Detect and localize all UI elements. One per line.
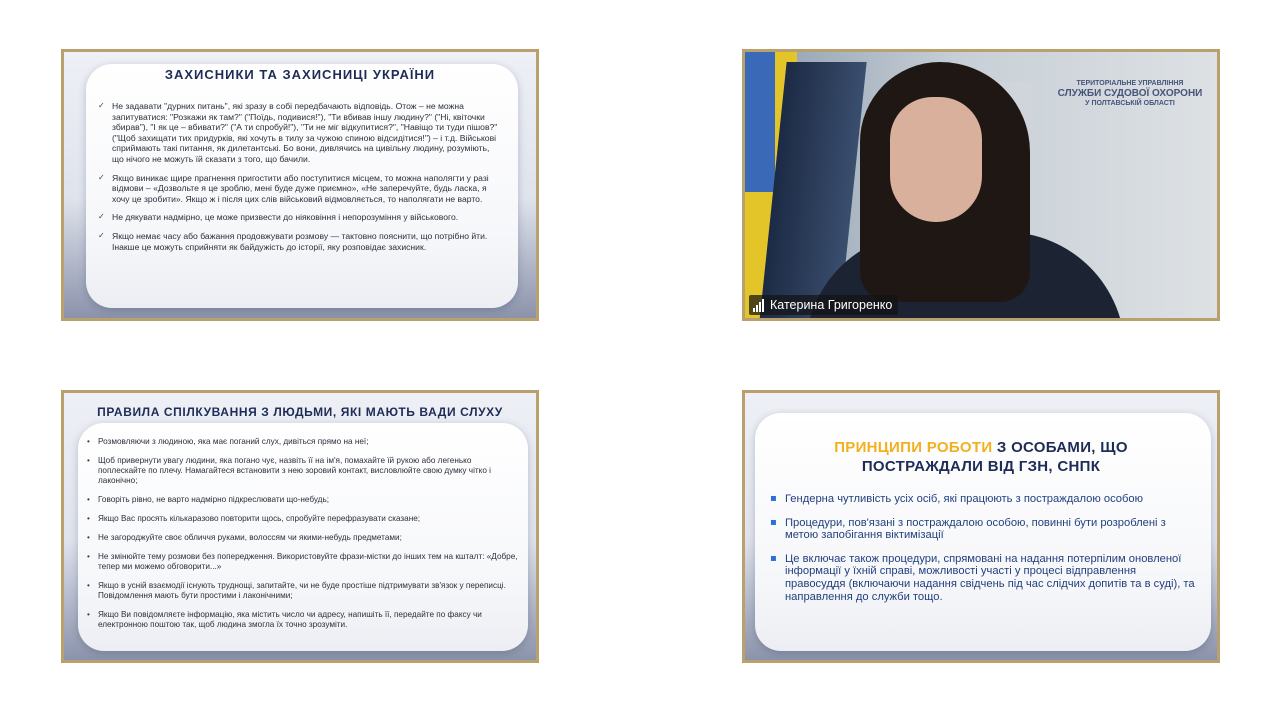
sign-line: У ПОЛТАВСЬКІЙ ОБЛАСТІ — [1085, 100, 1175, 107]
slide-title: ПРАВИЛА СПІЛКУВАННЯ З ЛЮДЬМИ, ЯКІ МАЮТЬ ВАДИ СЛУХУ — [97, 405, 503, 419]
list-item: • Якщо Вас просять кількаразово повторити щось, спробуйте перефразувати сказане; — [86, 514, 518, 524]
shared-slide-tile-principles[interactable] — [742, 390, 1220, 663]
participant-name-label — [749, 295, 898, 315]
flag-blue — [745, 52, 775, 192]
list-item: • Щоб привернути увагу людини, яка погано чує, назвіть її на ім'я, помахайте їй рукою або легенько поплескайте по плечу. Намагайтеся встановити з нею зоровий контакт, висловлюйте свою думку чітко і лаконічно; — [86, 456, 518, 486]
wall-sign — [1045, 80, 1215, 107]
list-item: • Не змінюйте тему розмови без попередження. Використовуйте фрази-містки до інших тем на кшталт: «Добре, тепер ми можемо обговорити...» — [86, 552, 518, 572]
sign-line: ТЕРИТОРІАЛЬНЕ УПРАВЛІННЯ — [1076, 80, 1184, 87]
shared-slide-tile-defenders[interactable] — [61, 49, 539, 321]
list-item: • Говоріть рівно, не варто надмірно підкреслювати що-небудь; — [86, 495, 518, 505]
participant-video-tile[interactable] — [742, 49, 1220, 321]
list-item: ▪ Це включає також процедури, спрямовані на надання потерпілим оновленої інформації у їхній справі, можливості участі у процесі відправлення правосуддя (включаючи надання свідчень під час слідчих допитів та в суді), та направлення до служби тощо. — [770, 553, 1195, 603]
participant-name: Катерина Григоренко — [770, 298, 893, 312]
signal-bars-icon — [753, 299, 764, 312]
list-item: ✓ Не задавати "дурних питань", які зразу в собі передбачають відповідь. Отож – не можна запитуватися: "Розкажи як там?" ("Поїдь, подивися!"), "Ти вбивав іншу людину?" ("Ні, квіточки збирав"), "І як це – вбивати?" ("А ти спробуй!"), "Ти не міг відкупитися?", "Навіщо ти туди пішов?" ("Щоб захищати тих придурків, які хочуть в тилу за чужою спиною відсидітися!") – і т.д. Військові сприймають такі питання, як дилетантські. Бо вони, дивлячись на цивільну людину, розуміють, що нічого не можуть їй сказати з того, що бачили. — [98, 101, 498, 165]
slide-bullet-list — [98, 101, 498, 260]
slide-title-highlight: ПРИНЦИПИ РОБОТИ — [834, 439, 993, 456]
slide-bullet-list — [86, 437, 518, 639]
slide-title-line2: ПОСТРАЖДАЛИ ВІД ГЗН, СНПК — [861, 458, 1101, 475]
list-item: ✓ Якщо немає часу або бажання продовжувати розмову — тактовно пояснити, що потрібно йти. Інакше це можуть сприйняти як байдужість до історії, яку розповідає захисник. — [98, 231, 498, 252]
list-item: • Розмовляючи з людиною, яка має поганий слух, дивіться прямо на неї; — [86, 437, 518, 447]
list-item: ✓ Не дякувати надмірно, це може призвести до ніяковіння і непорозуміння у військового. — [98, 212, 498, 223]
list-item: ▪ Гендерна чутливість усіх осіб, які працюють з постраждалою особою — [770, 493, 1195, 506]
list-item: • Якщо Ви повідомляєте інформацію, яка містить число чи адресу, напишіть її, передайте по факсу чи електронною поштою так, щоб людина змогла їх точно зрозуміти. — [86, 610, 518, 630]
list-item: • Якщо в усній взаємодії існують труднощі, запитайте, чи не буде простіше підтримувати зв'язок у переписці. Повідомлення мають бути простими і лаконічними; — [86, 581, 518, 601]
slide-title-part: З ОСОБАМИ, ЩО — [992, 439, 1128, 456]
shared-slide-tile-hearing[interactable] — [61, 390, 539, 663]
list-item: ▪ Процедури, пов'язані з постраждалою особою, повинні бути розроблені з метою запобігання віктимізації — [770, 517, 1195, 542]
slide-title: ЗАХИСНИКИ ТА ЗАХИСНИЦІ УКРАЇНИ — [164, 67, 436, 82]
slide-title — [745, 438, 1217, 476]
participant-face — [890, 97, 982, 222]
slide-bullet-list — [770, 493, 1195, 614]
list-item: ✓ Якщо виникає щире прагнення пригостити або поступитися місцем, то можна наполягти у разі відмови – «Дозвольте я це зроблю, мені буде дуже приємно», «Не заперечуйте, будь ласка, я хочу це зробити». Якщо ж і після цих слів військовий відмовляється, то наполягати не варто. — [98, 173, 498, 205]
sign-line: СЛУЖБИ СУДОВОЇ ОХОРОНИ — [1057, 88, 1203, 99]
list-item: • Не загороджуйте своє обличчя руками, волоссям чи якими-небудь предметами; — [86, 533, 518, 543]
